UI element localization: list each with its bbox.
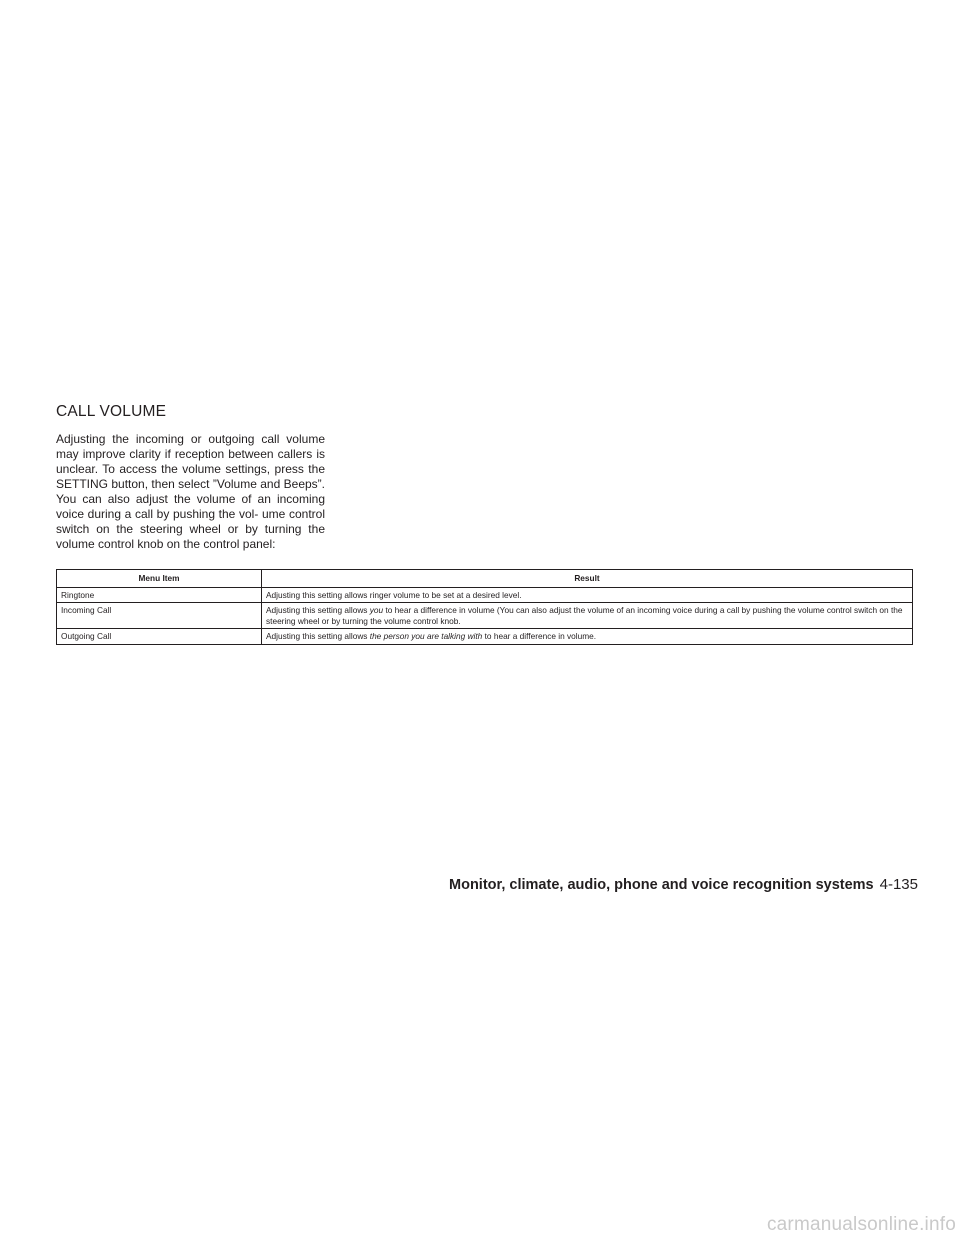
chapter-title: Monitor, climate, audio, phone and voice recognition systems	[449, 877, 874, 893]
menu-item-cell: Incoming Call	[57, 603, 262, 629]
body-paragraph: Adjusting the incoming or outgoing call volume may improve clarity if reception between callers is unclear. To access the volume settings, press the SETTING button, then select ”Volume and Beeps”. You can also adjust the volume of an incoming voice during a call by pushing the vol- ume control switch on the steering wheel or by turning the volume control knob on the control panel:	[56, 432, 325, 551]
column-header-result: Result	[262, 570, 913, 588]
call-volume-table	[56, 569, 913, 645]
table-row	[57, 629, 913, 645]
table-row	[57, 603, 913, 629]
table-row	[57, 587, 913, 603]
result-cell	[262, 587, 913, 603]
page-footer	[449, 876, 918, 893]
table-header-row	[57, 570, 913, 588]
result-cell	[262, 629, 913, 645]
result-text: Adjusting this setting allows	[266, 605, 370, 615]
result-emphasis: you	[369, 605, 384, 615]
menu-item-cell: Ringtone	[57, 587, 262, 603]
result-text: Adjusting this setting allows ringer volume to be set at a desired level.	[266, 589, 522, 600]
result-text: to hear a difference in volume (You can also adjust the volume of an incoming voice during a call by pushing the volume control switch on the steering wheel or by turning the volume control knob.	[266, 605, 903, 626]
menu-item-cell: Outgoing Call	[57, 629, 262, 645]
site-watermark: carmanualsonline.info	[766, 1214, 956, 1235]
result-emphasis: the person you are talking with	[369, 631, 483, 641]
result-text: to hear a difference in volume.	[482, 631, 597, 641]
result-text: Adjusting this setting allows	[266, 631, 370, 641]
result-cell	[262, 603, 913, 629]
section-title: CALL VOLUME	[56, 403, 167, 420]
page-number: 4-135	[879, 876, 918, 893]
column-header-menu-item: Menu Item	[57, 570, 262, 588]
